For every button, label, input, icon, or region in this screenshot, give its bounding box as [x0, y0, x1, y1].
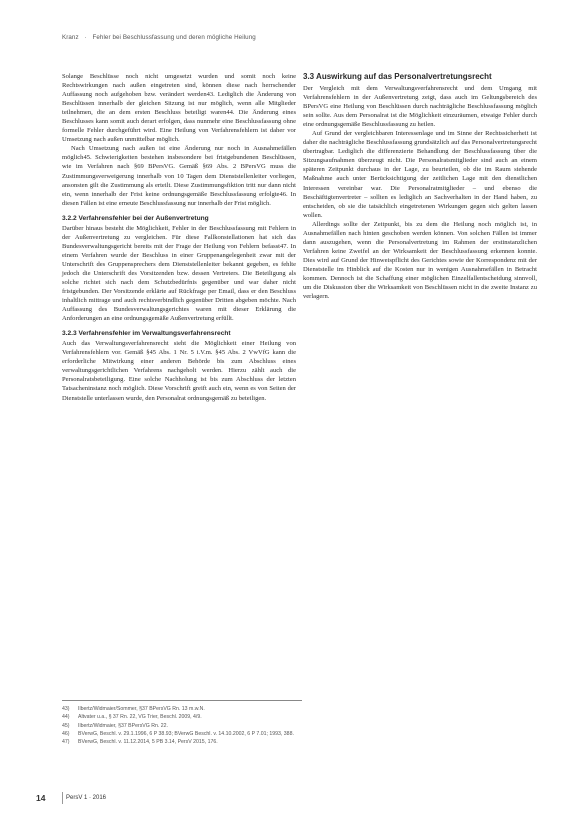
heading-3-3: 3.3 Auswirkung auf das Personalvertretungsrecht: [303, 72, 492, 81]
footnote-text: Altvater u.a., § 37 Rn. 22, VG Trier, Beschl. 2009, 4/9.: [78, 714, 202, 721]
footnote-text: BVerwG, Beschl. v. 11.12.2014, 5 PB 3.14, PersV 2015, 176.: [78, 739, 218, 746]
right-column: [303, 72, 537, 301]
footer-divider: [62, 792, 63, 804]
running-head-separator: ·: [84, 34, 87, 41]
footnote-number: 44): [62, 714, 70, 721]
footnotes: [62, 700, 302, 746]
footnote-text: Ilbertz/Widmaier, §37 BPersVG Rn. 22.: [78, 722, 168, 729]
left-column: [62, 72, 296, 403]
footnote: [62, 722, 302, 730]
running-head-author: Kranz: [62, 34, 79, 41]
journal-issue: PersV 1 · 2016: [66, 795, 107, 801]
right-paragraph-2: Auf Grund der vergleichbaren Interessenlage und im Sinne der Rechtssicherheit ist daher die nachträgliche Beschlussfassung grundsätzlich auf das Personalvertretungsrecht übertragbar. Lediglich die differenzierte Behandlung der Beschlussfassung über die Sitzungsaufnahmen überzeugt nicht. Die Personalratsmitglieder sind auch an einem späteren Zeitpunkt durchaus in der Lage, zu beurteilen, ob die im Raum stehende Maßnahme auch unter Berücksichtigung der zeitlichen Lage mit den dienstlichen Interessen vereinbar war. Die Personalratmitglieder – und ebenso die Beschäftigtenvertreter – sollten es lediglich an Sachverhalten in der Hand haben, zu entscheiden, ob sie die tatsächlich eingetretenen Wirkungen gegen sich gelten lassen wollen.: [303, 130, 537, 219]
footnote-text: BVerwG, Beschl. v. 29.1.1996, 6 P 38.93; BVerwG Beschl. v. 14.10.2002, 6 P 7.01; 1993, 388.: [78, 730, 294, 737]
footnote-number: 46): [62, 730, 70, 737]
heading-3-2-2: 3.2.2 Verfahrensfehler bei der Außenvertretung: [62, 214, 209, 222]
running-head: [62, 34, 256, 41]
right-paragraph-3: Allerdings sollte der Zeitpunkt, bis zu dem die Heilung noch möglich ist, in Ausnahmefällen nach hinten geschoben werden können. Von solchen Fällen ist immer dann auszugehen, wenn die Personalvertretung im Rahmen der erstinstanzlichen Verfahren keine Zweifel an der Wirksamkeit der Beschlussfassung erkennen konnte. Dies wird auf Grund der Hinweispflicht des Gerichtes sowie der Korrespondenz mit der Dienststelle im Hinblick auf die Kosten nur in wenigen Ausnahmefällen in Betracht kommen. Dennoch ist die Schaffung einer möglichen Einzelfallentscheidung sinnvoll, um die Diskussion über die Wirksamkeit von Beschlüssen nicht in die zweite Instanz zu verlagern.: [303, 220, 537, 301]
right-paragraph-1: Der Vergleich mit dem Verwaltungsverfahrensrecht und dem Umgang mit Verfahrensfehlern in der Außenvertretung zeigt, dass auch im Geltungsbereich des BPersVG eine Heilung von Beschlüssen durch nachträgliche Beschlussfassung möglich sein sollte. Aus dem Personalrat ist die Möglichkeit einzuräumen, etwaige Fehler durch eine ordnungsgemäße Beschlussfassung zu heilen.: [303, 85, 537, 129]
footnote: [62, 738, 302, 746]
footnote: [62, 713, 302, 721]
footnote: [62, 705, 302, 713]
footnote-number: 47): [62, 739, 70, 746]
footnote: [62, 730, 302, 738]
footnote-number: 43): [62, 706, 70, 712]
heading-3-2-3: 3.2.3 Verfahrensfehler im Verwaltungsverfahrensrecht: [62, 330, 231, 338]
footnote-text: Ilbertz/Widmaier/Sommer, §37 BPersVG Rn. 13 m.w.N.: [78, 706, 205, 712]
left-paragraph-1: Solange Beschlüsse noch nicht umgesetzt wurden und somit noch keine Rechtswirkungen nach außen eingetreten sind, können diese nach herrschender Auffassung noch aufgehoben bzw. verändert werden43. Lediglich die Änderung von Beschlüssen innerhalb der gleichen Sitzung ist nur möglich, wenn alle Mitglieder teilnehmen, die an dem ersten Beschluss beteiligt waren44. Die Änderung eines Beschlusses kann somit auch derart erfolgen, dass nunmehr eine Beschlussfassung ohne formelle Fehler durchgeführt wird. Eine Heilung von Verfahrensfehlern ist daher vor Umsetzung nach außen unmittelbar möglich.: [62, 73, 296, 144]
page-number: 14: [36, 793, 46, 803]
running-head-title: Fehler bei Beschlussfassung und deren mögliche Heilung: [92, 34, 256, 41]
footnote-number: 45): [62, 722, 70, 729]
left-paragraph-4: Auch das Verwaltungsverfahrensrecht sieht die Möglichkeit einer Heilung von Verfahrensfehlern vor. Gemäß §45 Abs. 1 Nr. 5 i.V.m. §45 Abs. 2 VwVfG kann die erforderliche Mitwirkung einer anderen Behörde bis zum Abschluss eines verwaltungsgerichtlichen Verfahrens nachgeholt werden. Hierzu zählt auch die Personalratsbeteiligung. Eine solche Nachholung ist bis zum Abschluss der letzten Tatsacheninstanz noch möglich. Diese Vorschrift greift auch ein, wenn es von Seiten der Dienststelle unterlassen wurde, den Personalrat ordnungsgemäß zu beteiligen.: [62, 340, 296, 402]
left-paragraph-3: Darüber hinaus besteht die Möglichkeit, Fehler in der Beschlussfassung mit Fehlern in der Außenvertretung zu vergleichen. Für diese Fallkonstellationen hat sich das Bundesverwaltungsgericht bereits mit der Frage der Heilung von Fehlern befasst47. In einem Verfahren wurde der Beschluss in einer Gruppenangelegenheit zwar mit der Unterschrift des Gruppensprechers dem Dienststellenleiter bekannt gegeben, es fehlte jedoch die Unterschrift des Vorsitzenden bzw. dessen Vertreters. Die Beteiligung als solche richtet sich nach dem Schutzbedürfnis gegenüber und war daher nicht fristgebunden. Der Vorsitzende erklärte auf Rückfrage per Email, dass er den Beschluss inhaltlich mittrage und auch rechtsverbindlich gegenüber Dritten abgeben möchte. Nach Auffassung des Bundesverwaltungsgerichtes waren mit dieser Erklärung die Anforderungen an eine ordnungsgemäße Außenvertretung erfüllt.: [62, 224, 296, 323]
left-paragraph-2: Nach Umsetzung nach außen ist eine Änderung nur noch in Ausnahmefällen möglich45. Schwierigkeiten bestehen insbesondere bei fristgebundenen Beschlüssen, wie im Verfahren nach §69 BPersVG. Gemäß §69 Abs. 2 BPersVG muss die Zustimmungsverweigerung innerhalb von 10 Tagen dem Dienststellenleiter vorliegen, ansonsten gilt die Zustimmung als erteilt. Diese Zustimmungsfiktion tritt nur dann nicht ein, wenn innerhalb der Frist keine ordnungsgemäße Beschlussfassung erfolgte46. In diesen Fällen ist eine erneute Beschlussfassung nur innerhalb der Frist möglich.: [62, 145, 296, 207]
